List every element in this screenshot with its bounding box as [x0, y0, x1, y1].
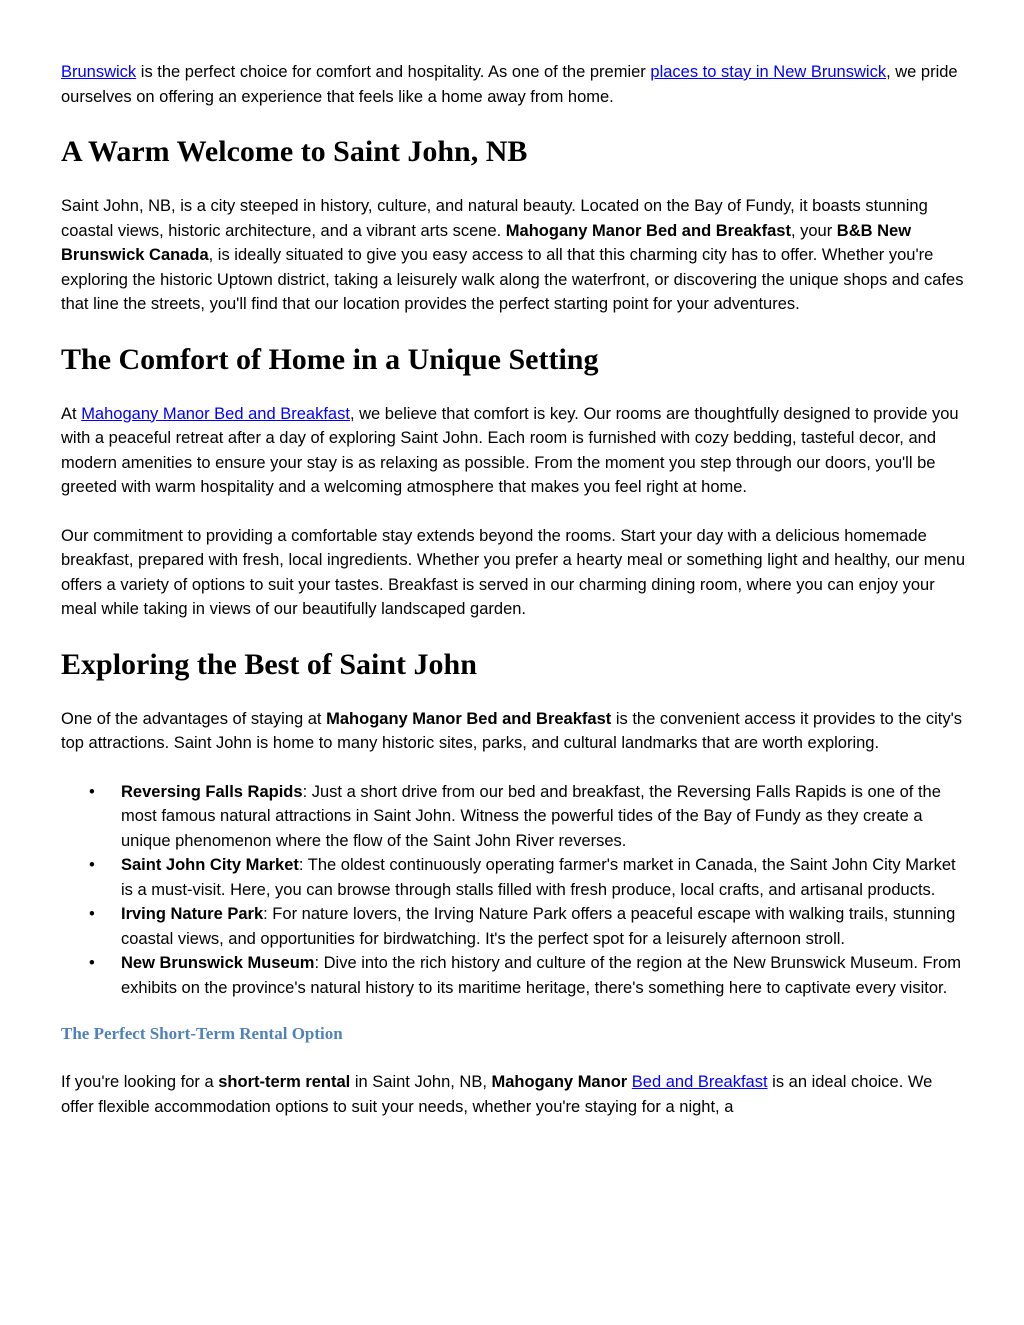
bed-and-breakfast-link[interactable]: Bed and Breakfast: [631, 1073, 768, 1091]
attractions-list: [61, 780, 966, 1001]
list-item: [61, 780, 966, 854]
welcome-paragraph: [61, 194, 966, 317]
welcome-text-c: , is ideally situated to give you easy access to all that this charming city has to offer. Whether you're exploring the historic Uptown district, taking a leisurely walk along the waterfront, or discovering the unique shops and cafes that line the streets, you'll find that our location provides the perfect starting point for your adventures.: [61, 246, 964, 313]
welcome-text-a: Saint John, NB, is a city steeped in history, culture, and natural beauty. Located on the Bay of Fundy, it boasts stunning coastal views, historic architecture, and a vibrant arts scene.: [61, 197, 928, 240]
document-page: [61, 60, 966, 1119]
heading-comfort-of-home: The Comfort of Home in a Unique Setting: [61, 342, 599, 376]
list-item-text: : Just a short drive from our bed and breakfast, the Reversing Falls Rapids is one of the most famous natural attractions in Saint John. Witness the powerful tides of the Bay of Fundy as they create a unique phenomenon where the flow of the Saint John River reverses.: [121, 782, 941, 850]
welcome-text-b: , your: [790, 221, 837, 240]
explore-text-b: is the convenient access it provides to the city's top attractions. Saint John is home to many historic sites, parks, and cultural landmarks that are worth exploring.: [61, 709, 962, 752]
comfort-text-b: , we believe that comfort is key. Our rooms are thoughtfully designed to provide you with a peaceful retreat after a day of exploring Saint John. Each room is furnished with cozy bedding, tasteful decor, and modern amenities to ensure your stay is as relaxing as possible. From the moment you step through our doors, you'll be greeted with warm hospitality and a welcoming atmosphere that makes you feel right at home.: [61, 404, 959, 496]
list-item-title: Irving Nature Park: [121, 905, 264, 923]
welcome-bold-mahogany: Mahogany Manor Bed and Breakfast: [505, 221, 791, 240]
places-to-stay-link[interactable]: places to stay in New Brunswick: [650, 63, 887, 81]
heading-warm-welcome: A Warm Welcome to Saint John, NB: [61, 135, 528, 168]
list-item-text: : The oldest continuously operating farmer's market in Canada, the Saint John City Market is a must-visit. Here, you can browse through stalls filled with fresh produce, local crafts, and artisanal products.: [121, 856, 956, 899]
rental-paragraph: [61, 1070, 966, 1119]
list-item-title: New Brunswick Museum: [121, 954, 315, 972]
bullet-icon: •: [89, 905, 95, 923]
list-item-title: Reversing Falls Rapids: [121, 782, 303, 801]
bullet-icon: •: [89, 954, 95, 972]
list-item: [61, 902, 966, 951]
rental-text-b: in Saint John, NB,: [350, 1073, 492, 1091]
comfort-paragraph-1: [61, 402, 966, 500]
comfort-text-a: At: [61, 404, 82, 423]
explore-paragraph: [61, 707, 966, 756]
explore-text-a: One of the advantages of staying at: [61, 709, 327, 728]
list-item-title: Saint John City Market: [121, 856, 299, 874]
welcome-bold-bnb: B&B New Brunswick Canada: [61, 221, 912, 264]
bullet-icon: •: [89, 782, 95, 801]
rental-bold-mahogany: Mahogany Manor: [491, 1073, 628, 1091]
intro-text-b: , we pride ourselves on offering an experience that feels like a home away from home.: [61, 63, 958, 106]
mahogany-manor-link[interactable]: Mahogany Manor Bed and Breakfast: [81, 404, 350, 423]
heading-exploring: Exploring the Best of Saint John: [61, 647, 477, 681]
list-item: [61, 951, 966, 1000]
rental-text-a: If you're looking for a: [61, 1073, 219, 1091]
comfort-paragraph-2: Our commitment to providing a comfortable stay extends beyond the rooms. Start your day with a delicious homemade breakfast, prepared with fresh, local ingredients. Whether you prefer a hearty meal or something light and healthy, our menu offers a variety of options to suit your tastes. Breakfast is served in our charming dining room, where you can enjoy your meal while taking in views of our beautifully landscaped garden.: [61, 526, 966, 618]
heading-short-term-rental: The Perfect Short-Term Rental Option: [61, 1024, 343, 1043]
list-item-text: : Dive into the rich history and culture of the region at the New Brunswick Museum. From exhibits on the province's natural history to its maritime heritage, there's something here to captivate every visitor.: [121, 954, 961, 997]
rental-bold-short-term: short-term rental: [218, 1073, 351, 1091]
intro-paragraph: [61, 60, 966, 109]
explore-bold-mahogany: Mahogany Manor Bed and Breakfast: [326, 709, 612, 728]
list-item-text: : For nature lovers, the Irving Nature Park offers a peaceful escape with walking trails, stunning coastal views, and opportunities for birdwatching. It's the perfect spot for a leisurely afternoon stroll.: [121, 905, 956, 948]
intro-text-a: is the perfect choice for comfort and hospitality. As one of the premier: [136, 63, 651, 81]
list-item: [61, 853, 966, 902]
bullet-icon: •: [89, 856, 95, 874]
rental-text-d: is an ideal choice. We offer flexible accommodation options to suit your needs, whether you're staying for a night, a: [61, 1073, 933, 1116]
brunswick-link[interactable]: Brunswick: [61, 63, 137, 81]
